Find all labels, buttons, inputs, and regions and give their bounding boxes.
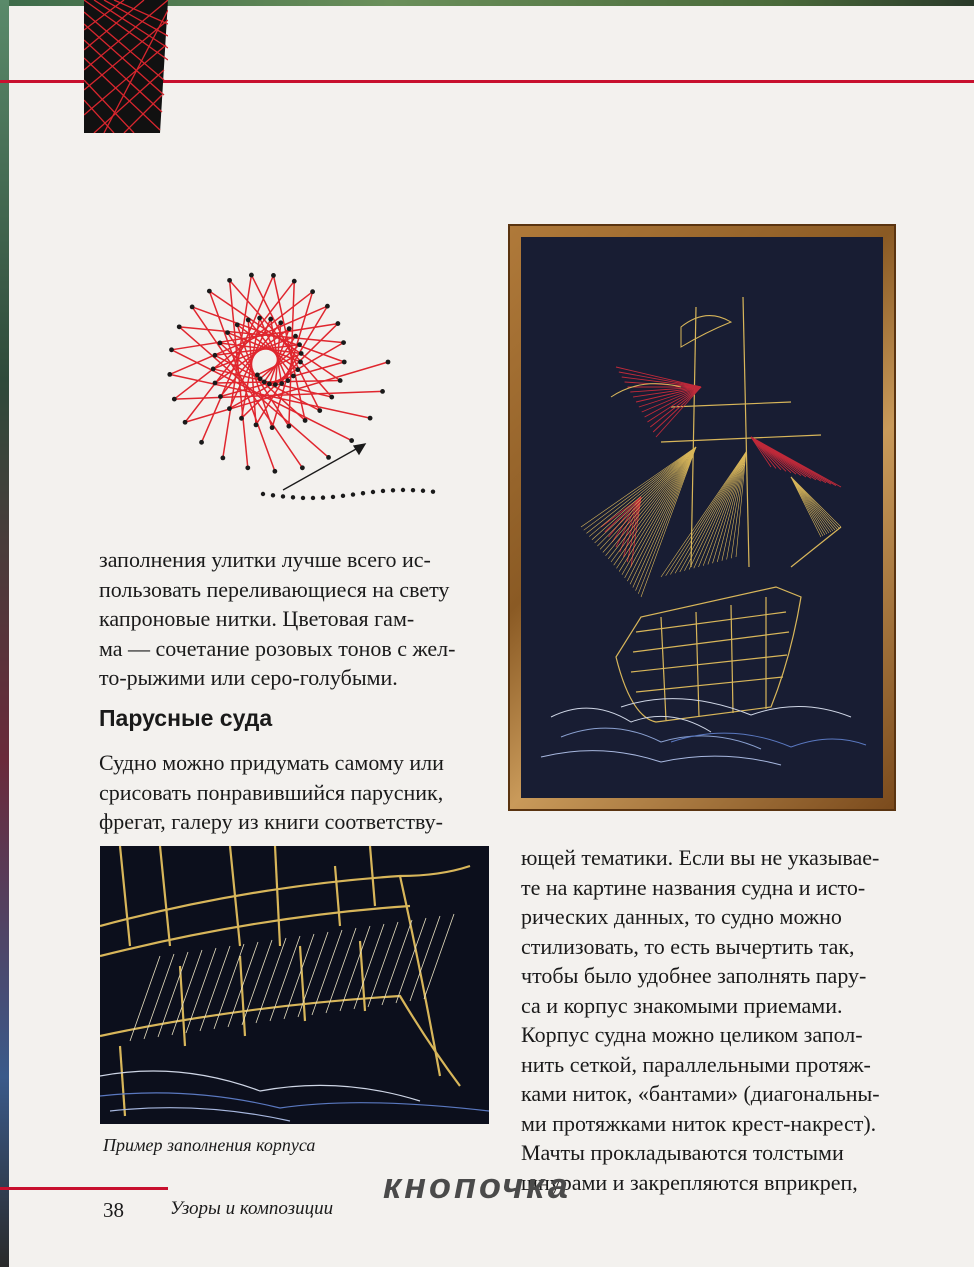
sailing-ship-graphic: [521, 237, 883, 798]
running-footer-title: Узоры и композиции: [170, 1198, 334, 1219]
ship-picture-frame: [508, 224, 896, 811]
text-line: Мачты прокладываются толстыми: [521, 1140, 844, 1165]
snail-diagram: [118, 222, 468, 517]
text-line: чтобы было удобнее заполнять пару-: [521, 963, 867, 988]
text-line: са и корпус знакомыми приемами.: [521, 992, 843, 1018]
paragraph-snail-colors: [99, 545, 480, 693]
text-line: Судно можно придумать самому или: [99, 750, 444, 775]
paragraph-ship-intro: [99, 748, 480, 837]
text-line: капроновые нитки. Цветовая гам-: [99, 606, 415, 631]
hull-closeup-graphic: [100, 846, 489, 1124]
figure-caption: Пример заполнения корпуса: [103, 1135, 316, 1155]
thread-tab-graphic: [84, 0, 168, 133]
text-line: ющей тематики. Если вы не указывае-: [521, 845, 880, 870]
text-line: ми протяжками ниток крест-накрест).: [521, 1110, 877, 1136]
hull-closeup-photo: [100, 846, 489, 1124]
text-line: фрегат, галеру из книги соответству-: [99, 809, 443, 834]
text-line: рических данных, то судно можно: [521, 904, 842, 929]
text-line: заполнения улитки лучше всего ис-: [99, 547, 431, 572]
text-line: пользовать переливающиеся на свету: [99, 576, 450, 602]
text-line: Корпус судна можно целиком запол-: [521, 1022, 863, 1047]
header-thread-tab: [84, 0, 168, 133]
left-edge-strip: [0, 0, 9, 1267]
page-number: 38: [103, 1198, 124, 1222]
snail-diagram-graphic: [118, 222, 468, 517]
footer-rule: [0, 1187, 168, 1190]
ship-picture: [521, 237, 883, 798]
section-heading: Парусные суда: [99, 705, 273, 731]
text-line: те на картине названия судна и исто-: [521, 874, 866, 900]
paragraph-hull-filling: [521, 1020, 906, 1197]
text-line: стилизовать, то есть вычертить так,: [521, 933, 855, 959]
text-line: нить сеткой, параллельными протяж-: [521, 1051, 871, 1077]
text-line: шнурами и закрепляются вприкреп,: [521, 1169, 858, 1195]
watermark: кнопочка: [383, 1165, 571, 1206]
text-line: срисовать понравившийся парусник,: [99, 779, 444, 805]
text-line: ками ниток, «бантами» (диагональны-: [521, 1081, 880, 1106]
text-line: ма — сочетание розовых тонов с жел-: [99, 635, 456, 661]
text-line: то-рыжими или серо-голубыми.: [99, 665, 398, 690]
paragraph-ship-stylize: [521, 843, 906, 1020]
